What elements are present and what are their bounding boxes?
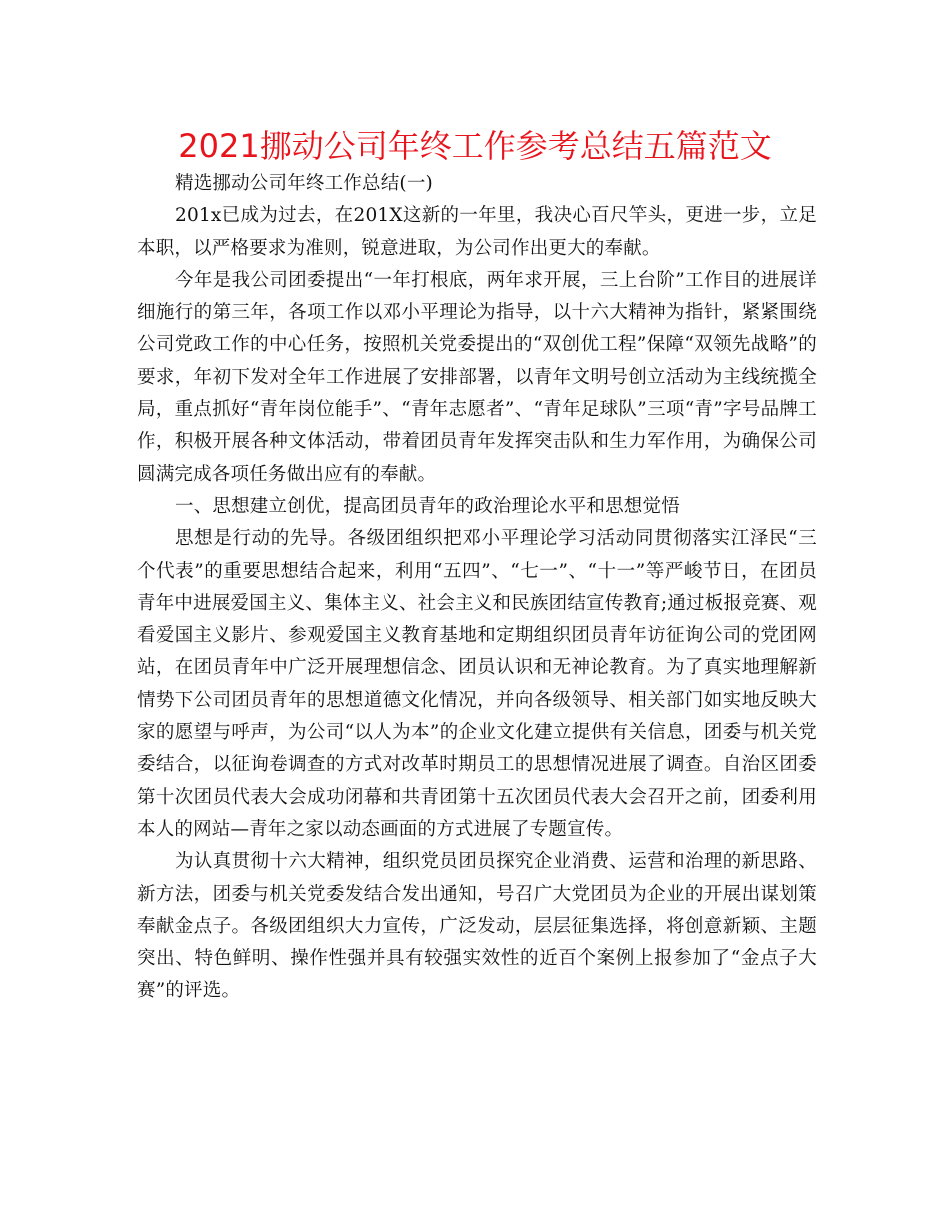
paragraph: 为认真贯彻十六大精神，组织党员团员探究企业消费、运营和治理的新思路、新方法，团委与机关党委发结合发出通知，号召广大党团员为企业的开展出谋划策奉献金点子。各级团组织大力宣传，广泛发动，层层征集选择，将创意新颖、主题突出、特色鲜明、操作性强并具有较强实效性的近百个案例上报参加了“金点子大赛”的评选。 [137,851,817,1002]
paragraph-subtitle: 精选挪动公司年终工作总结(一) [175,173,433,194]
paragraph: 今年是我公司团委提出“一年打根底，两年求开展，三上台阶”工作目的进展详细施行的第三年，各项工作以邓小平理论为指导，以十六大精神为指针，紧紧围绕公司党政工作的中心任务，按照机关党委提出的“双创优工程”保障“双领先战略”的要求，年初下发对全年工作进展了安排部署，以青年文明号创立活动为主线统揽全局，重点抓好“青年岗位能手”、“青年志愿者”、“青年足球队”三项“青”字号品牌工作，积极开展各种文体活动，带着团员青年发挥突击队和生力军作用，为确保公司圆满完成各项任务做出应有的奉献。 [137,269,817,485]
document-body [137,168,817,1008]
paragraph: 201x已成为过去，在201X这新的一年里，我决心百尺竿头，更进一步，立足本职，以严格要求为准则，锐意进取，为公司作出更大的奉献。 [137,205,817,259]
paragraph: 思想是行动的先导。各级团组织把邓小平理论学习活动同贯彻落实江泽民“三个代表”的重要思想结合起来，利用“五四”、“七一”、“十一”等严峻节日，在团员青年中进展爱国主义、集体主义、社会主义和民族团结宣传教育;通过板报竞赛、观看爱国主义影片、参观爱国主义教育基地和定期组织团员青年访征询公司的党团网站，在团员青年中广泛开展理想信念、团员认识和无神论教育。为了真实地理解新情势下公司团员青年的思想道德文化情况，并向各级领导、相关部门如实地反映大家的愿望与呼声，为公司“以人为本”的企业文化建立提供有关信息，团委与机关党委结合，以征询卷调查的方式对改革时期员工的思想情况进展了调查。自治区团委第十次团员代表大会成功闭幕和共青团第十五次团员代表大会召开之前，团委利用本人的网站—青年之家以动态画面的方式进展了专题宣传。 [137,528,817,840]
section-heading: 一、思想建立创优，提高团员青年的政治理论水平和思想觉悟 [175,495,680,517]
document-title: 2021挪动公司年终工作参考总结五篇范文 [178,127,772,165]
